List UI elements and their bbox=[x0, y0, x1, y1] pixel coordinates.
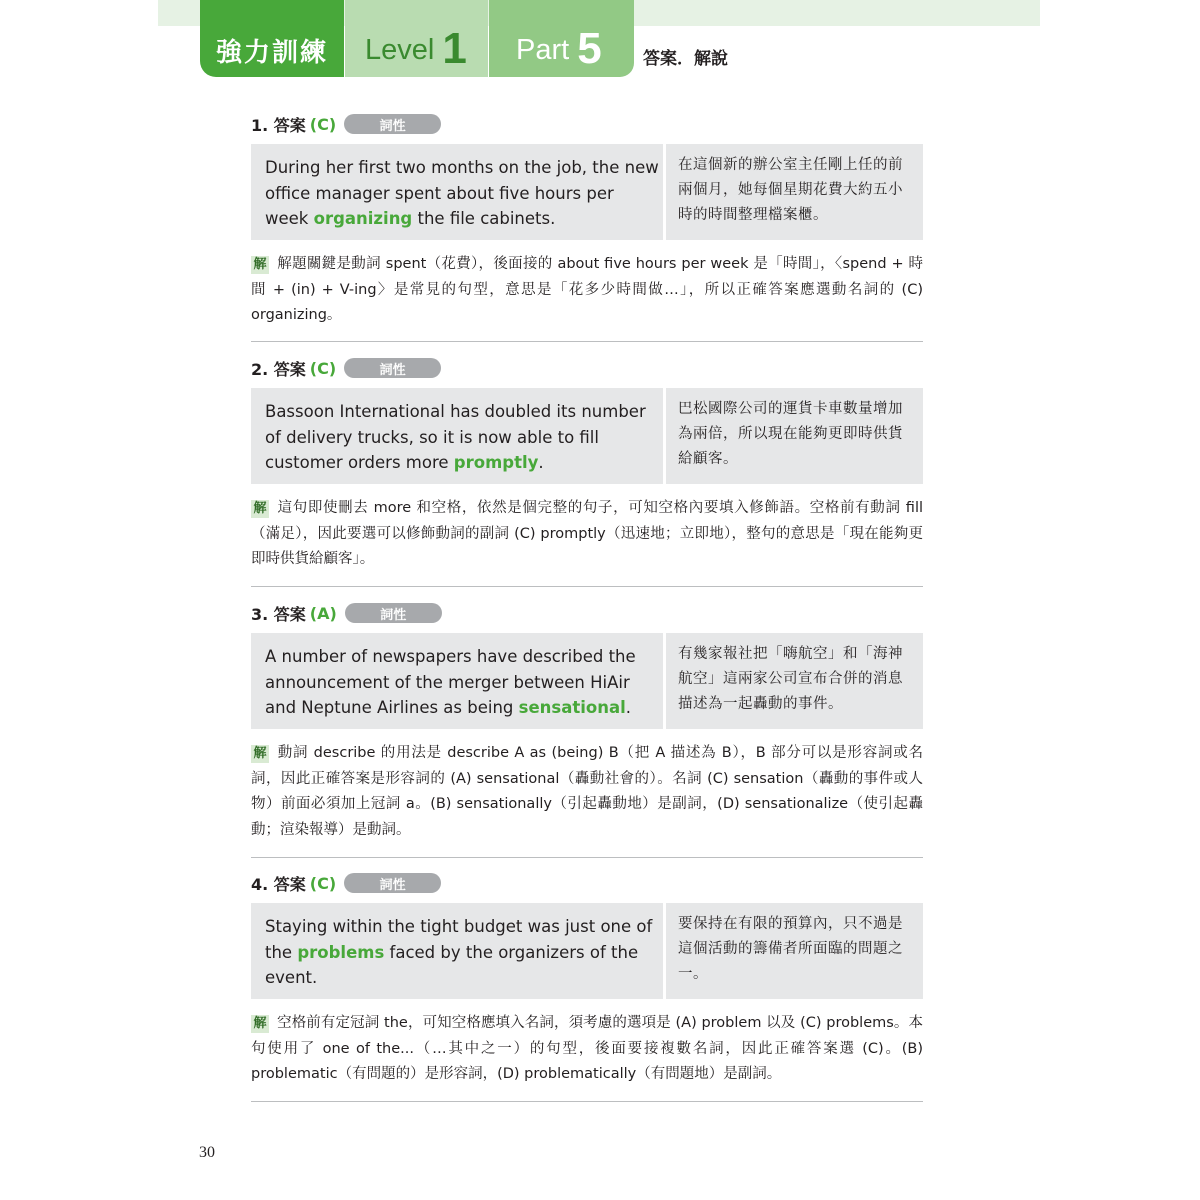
part-number: 5 bbox=[577, 24, 602, 73]
chinese-translation: 在這個新的辦公室主任剛上任的前兩個月，她每個星期花費大約五小時的時間整理檔案櫃。 bbox=[678, 157, 903, 223]
header-tab-level bbox=[345, 0, 488, 77]
chinese-translation: 有幾家報社把「嗨航空」和「海神航空」這兩家公司宣布合併的消息描述為一起轟動的事件。 bbox=[678, 646, 903, 712]
english-sentence: During her first two months on the job, the new office manager spent about five hours per week organizing the file cabinets. bbox=[265, 158, 659, 228]
question-number: 4. 答案 bbox=[251, 874, 306, 894]
answer-letter: (C) bbox=[309, 358, 337, 378]
english-sentence: Staying within the tight budget was just one of the problems faced by the organizers of the event. bbox=[265, 917, 653, 987]
header-tab-training-label: 強力訓練 bbox=[215, 38, 328, 68]
question-header bbox=[251, 113, 923, 135]
question-item-2 bbox=[251, 357, 923, 573]
question-item-3 bbox=[251, 602, 923, 843]
section-title: 答案．解說 bbox=[643, 49, 728, 69]
explanation bbox=[251, 496, 923, 573]
explanation-text: 解題關鍵是動詞 spent（花費），後面接的 about five hours per week 是「時間」，〈spend + 時間 + (in) + V-ing〉是常見的句型，意思是「花多少時間做…」，所以正確答案應選動名詞的 (C) organizing。 bbox=[251, 256, 923, 323]
explanation-text: 這句即使刪去 more 和空格，依然是個完整的句子，可知空格內要填入修飾語。空格前有動詞 fill（滿足），因此要選可以修飾動詞的副詞 (C) promptly（迅速地；立即地），整句的意思是「現在能夠更即時供貨給顧客」。 bbox=[251, 500, 923, 567]
answer-letter: (C) bbox=[309, 873, 337, 893]
divider-line bbox=[251, 857, 923, 858]
answer-word: promptly bbox=[453, 453, 539, 472]
explanation bbox=[251, 741, 923, 843]
divider-line bbox=[251, 1101, 923, 1102]
part-of-speech-badge: 詞性 bbox=[345, 603, 442, 623]
chinese-translation: 巴松國際公司的運貨卡車數量增加為兩倍，所以現在能夠更即時供貨給顧客。 bbox=[678, 401, 903, 467]
explanation-text: 空格前有定冠詞 the，可知空格應填入名詞，須考慮的選項是 (A) problem 以及 (C) problems。本句使用了 one of the...（…其中之一）的句型，後面要接複數名詞，因此正確答案選 (C)。(B) problematic（有問題的）是形容詞，(D) problematically（有問題地）是副詞。 bbox=[251, 1015, 923, 1082]
question-header bbox=[251, 872, 923, 894]
box-divider bbox=[663, 903, 666, 999]
answer-word: sensational bbox=[518, 698, 626, 717]
chinese-translation: 要保持在有限的預算內，只不過是這個活動的籌備者所面臨的問題之一。 bbox=[678, 916, 903, 982]
question-number: 2. 答案 bbox=[251, 359, 306, 379]
question-box bbox=[251, 903, 923, 999]
answer-letter: (A) bbox=[309, 603, 337, 623]
question-header bbox=[251, 602, 923, 624]
box-divider bbox=[663, 388, 666, 484]
explanation-marker: 解 bbox=[251, 256, 269, 274]
part-of-speech-badge: 詞性 bbox=[344, 114, 441, 134]
explanation-marker: 解 bbox=[251, 500, 269, 518]
explanation-text: 動詞 describe 的用法是 describe A as (being) B（把 A 描述為 B），B 部分可以是形容詞或名詞，因此正確答案是形容詞的 (A) sensational（轟動社會的）。名詞 (C) sensation（轟動的事件或人物）前面必須加上冠詞 a。(B) sensationally（引起轟動地）是副詞，(D) sensationalize（使引起轟動；渲染報導）是動詞。 bbox=[251, 745, 923, 838]
level-word: Level bbox=[365, 34, 435, 66]
question-item-4 bbox=[251, 872, 923, 1088]
part-of-speech-badge: 詞性 bbox=[344, 358, 441, 378]
page-number: 30 bbox=[199, 1144, 215, 1161]
english-sentence: A number of newspapers have described the announcement of the merger between HiAir and Neptune Airlines as being sensational. bbox=[265, 647, 636, 717]
question-number: 3. 答案 bbox=[251, 604, 306, 624]
box-divider bbox=[663, 633, 666, 729]
answer-letter: (C) bbox=[309, 114, 337, 134]
question-box bbox=[251, 388, 923, 484]
question-box bbox=[251, 144, 923, 240]
explanation-marker: 解 bbox=[251, 745, 269, 763]
divider-line bbox=[251, 586, 923, 587]
explanation bbox=[251, 252, 923, 329]
answer-word: organizing bbox=[313, 209, 413, 228]
question-header bbox=[251, 357, 923, 379]
level-number: 1 bbox=[442, 24, 467, 73]
answer-word: problems bbox=[297, 942, 385, 962]
part-of-speech-badge: 詞性 bbox=[344, 873, 441, 893]
explanation bbox=[251, 1011, 923, 1088]
header-tab-training bbox=[200, 0, 344, 77]
part-word: Part bbox=[516, 34, 570, 66]
question-box bbox=[251, 633, 923, 729]
english-sentence: Bassoon International has doubled its number of delivery trucks, so it is now able to fill customer orders more promptly. bbox=[265, 402, 646, 472]
explanation-marker: 解 bbox=[251, 1015, 269, 1033]
divider-line bbox=[251, 341, 923, 342]
question-item-1 bbox=[251, 113, 923, 329]
question-number: 1. 答案 bbox=[251, 115, 306, 135]
header-tab-part bbox=[489, 0, 634, 77]
box-divider bbox=[663, 144, 666, 240]
